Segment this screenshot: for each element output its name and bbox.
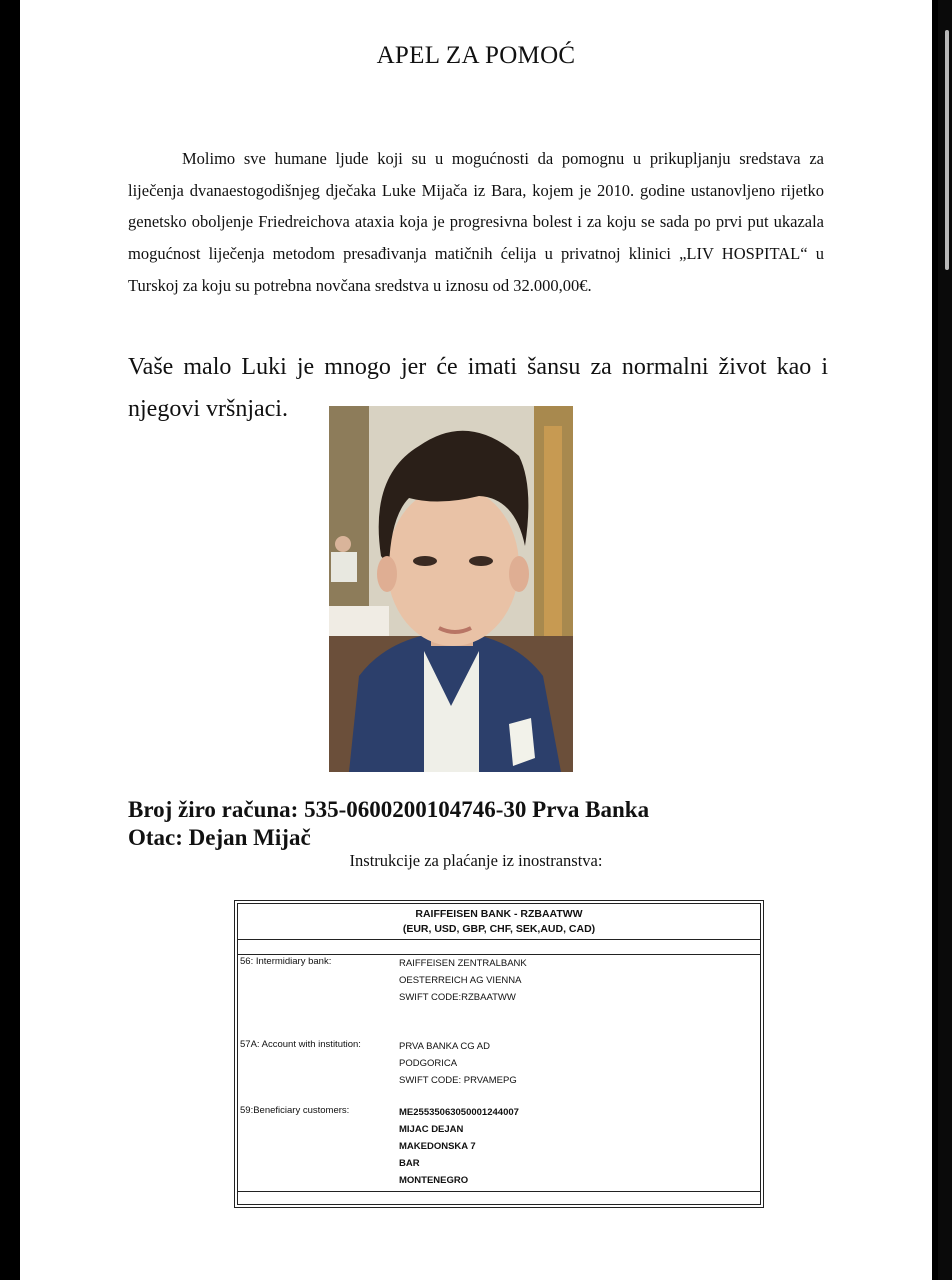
plea-text: Vaše malo Luki je mnogo jer će imati šansu za normalni život kao i njegovi vršnjaci. — [128, 354, 828, 422]
scrollbar-thumb[interactable] — [945, 30, 949, 270]
intermediary-label: 56: Intermidiary bank: — [240, 956, 332, 967]
institution-line: PODGORICA — [399, 1058, 458, 1069]
institution-line: PRVA BANKA CG AD — [399, 1041, 490, 1052]
beneficiary-line: BAR — [399, 1158, 420, 1169]
beneficiary-line: MONTENEGRO — [399, 1175, 469, 1186]
bank-details-inner — [237, 903, 761, 1205]
beneficiary-label: 59:Beneficiary customers: — [240, 1105, 350, 1116]
intermediary-values — [399, 955, 527, 1006]
intermediary-line: OESTERREICH AG VIENNA — [399, 975, 522, 986]
institution-label: 57A: Account with institution: — [240, 1039, 361, 1050]
bank-details-box — [234, 900, 764, 1208]
institution-values — [399, 1038, 517, 1089]
beneficiary-line: MIJAC DEJAN — [399, 1124, 464, 1135]
beneficiary-line: ME25535063050001244007 — [399, 1107, 519, 1118]
beneficiary-values — [399, 1104, 519, 1189]
bank-header-gap — [238, 940, 760, 955]
bank-header — [238, 904, 760, 940]
account-info — [128, 796, 649, 852]
boy-photo-illustration — [329, 406, 573, 772]
bank-name: RAIFFEISEN BANK - RZBAATWW — [415, 908, 583, 920]
institution-line: SWIFT CODE: PRVAMEPG — [399, 1075, 517, 1086]
page-title: APEL ZA POMOĆ — [376, 42, 576, 69]
account-number-line: Broj žiro računa: 535-0600200104746-30 Prva Banka — [128, 797, 650, 822]
bank-currencies: (EUR, USD, GBP, CHF, SEK,AUD, CAD) — [402, 923, 596, 935]
intermediary-line: SWIFT CODE:RZBAATWW — [399, 992, 516, 1003]
foreign-payment-instructions: Instrukcije za plaćanje iz inostranstva: — [349, 851, 603, 870]
appeal-paragraph: Molimo sve humane ljude koji su u mogućnosti da pomognu u prikupljanju sredstava za liječenja dvanaestogodišnjeg dječaka Luke Mijača iz Bara, kojem je 2010. godine ustanovljeno rijetko genetsko oboljenje Friedreichova ataxia koja je progresivna bolest i za koju se sada po prvi put ukazala mogućnost liječenja metodom presađivanja matičnih ćelija u privatnoj klinici „LIV HOSPITAL“ u Turskoj za koju su potrebna novčana sredstva u iznosu od 32.000,00€. — [128, 149, 824, 295]
father-line: Otac: Dejan Mijač — [128, 825, 311, 850]
boy-photo — [329, 406, 573, 772]
beneficiary-line: MAKEDONSKA 7 — [399, 1141, 476, 1152]
intermediary-line: RAIFFEISEN ZENTRALBANK — [399, 958, 527, 969]
document-page — [20, 0, 932, 1280]
bank-footer-row — [238, 1191, 760, 1204]
